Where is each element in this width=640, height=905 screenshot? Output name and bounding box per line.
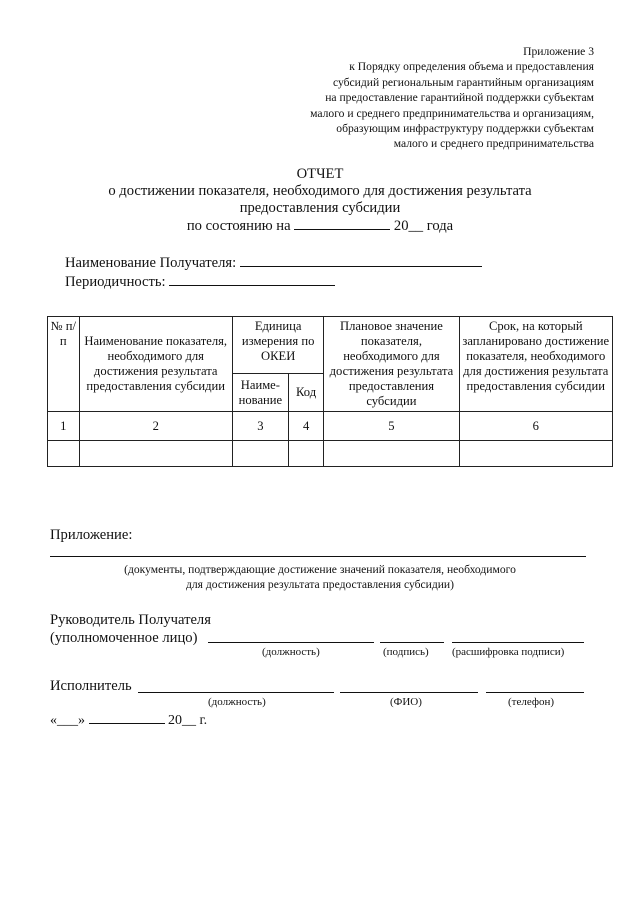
header-unit: Единица измерения по ОКЕИ (232, 317, 323, 374)
column-number: 3 (232, 412, 288, 441)
head-position-blank[interactable] (208, 642, 374, 643)
appendix-line: субсидий региональным гарантийным организациям (332, 75, 594, 89)
appendix-line: малого и среднего предпринимательства и организациям, (310, 106, 594, 120)
header-plan-value: Плановое значение показателя, необходимого для достижения результата предоставления субсидии (324, 317, 459, 412)
column-number: 6 (459, 412, 612, 441)
column-number: 4 (288, 412, 324, 441)
attachment-label: Приложение: (50, 527, 133, 543)
column-number: 2 (79, 412, 232, 441)
appendix-line: образующим инфраструктуру поддержки субъектам (336, 122, 594, 136)
date-blank[interactable] (294, 217, 390, 230)
head-signature-blank[interactable] (380, 642, 444, 643)
recipient-label: Наименование Получателя: (65, 255, 237, 271)
column-number: 5 (324, 412, 459, 441)
attachment-caption-line2: для достижения результата предоставления субсидии) (185, 578, 455, 591)
caption-executor-position: (должность) (208, 696, 266, 708)
executor-phone-blank[interactable] (486, 692, 584, 693)
report-heading: ОТЧЕТ (296, 166, 344, 182)
report-subtitle-line1: о достижении показателя, необходимого для достижения результата (108, 183, 532, 199)
date-year: 20__ года (393, 218, 454, 234)
date-day: «___» (50, 713, 85, 728)
caption-phone: (телефон) (508, 696, 555, 708)
attachment-caption (50, 562, 590, 592)
appendix-line: к Порядку определения объема и предоставления (349, 60, 594, 74)
appendix-line: на предоставление гарантийной поддержки субъектам (325, 91, 594, 105)
head-signature-label (50, 611, 211, 647)
appendix-reference (214, 44, 594, 152)
data-cell[interactable] (48, 441, 80, 467)
date-year-short: 20__ г. (168, 713, 208, 728)
caption-position: (должность) (262, 646, 320, 658)
header-term: Срок, на который запланировано достижение показателя, необходимого для достижения результата предоставления субсидии (459, 317, 612, 412)
attachment-caption-line1: (документы, подтверждающие достижение значений показателя, необходимого (124, 563, 516, 576)
attachment-blank[interactable] (50, 556, 586, 557)
appendix-line: малого и среднего предпринимательства (393, 137, 594, 151)
signature-date (50, 711, 207, 729)
appendix-line: Приложение 3 (523, 45, 594, 58)
date-month-blank[interactable] (89, 711, 165, 724)
head-decoding-blank[interactable] (452, 642, 584, 643)
periodicity-blank[interactable] (169, 273, 335, 286)
date-prefix: по состоянию на (186, 218, 291, 234)
head-label-line2: (уполномоченное лицо) (50, 630, 198, 646)
executor-position-blank[interactable] (138, 692, 334, 693)
header-unit-name: Наиме-нование (232, 374, 288, 412)
data-cell[interactable] (232, 441, 288, 467)
data-cell[interactable] (324, 441, 459, 467)
caption-fio: (ФИО) (390, 696, 422, 708)
indicator-table (47, 316, 613, 467)
data-cell[interactable] (288, 441, 324, 467)
data-cell[interactable] (79, 441, 232, 467)
periodicity-label: Периодичность: (65, 274, 166, 290)
head-label-line1: Руководитель Получателя (50, 612, 211, 628)
report-title (0, 166, 640, 235)
header-indicator-name: Наименование показателя, необходимого для достижения результата предоставления субсидии (79, 317, 232, 412)
data-cell[interactable] (459, 441, 612, 467)
caption-decoding: (расшифровка подписи) (452, 646, 565, 658)
executor-label: Исполнитель (50, 678, 132, 694)
header-num: № п/п (48, 317, 80, 412)
executor-fio-blank[interactable] (340, 692, 478, 693)
recipient-row (65, 254, 482, 272)
recipient-blank[interactable] (240, 254, 482, 267)
caption-signature: (подпись) (383, 646, 429, 658)
header-unit-code: Код (288, 374, 324, 412)
periodicity-row (65, 273, 335, 291)
report-subtitle-line2: предоставления субсидии (239, 200, 401, 216)
report-date-line (0, 217, 640, 235)
column-number: 1 (48, 412, 80, 441)
